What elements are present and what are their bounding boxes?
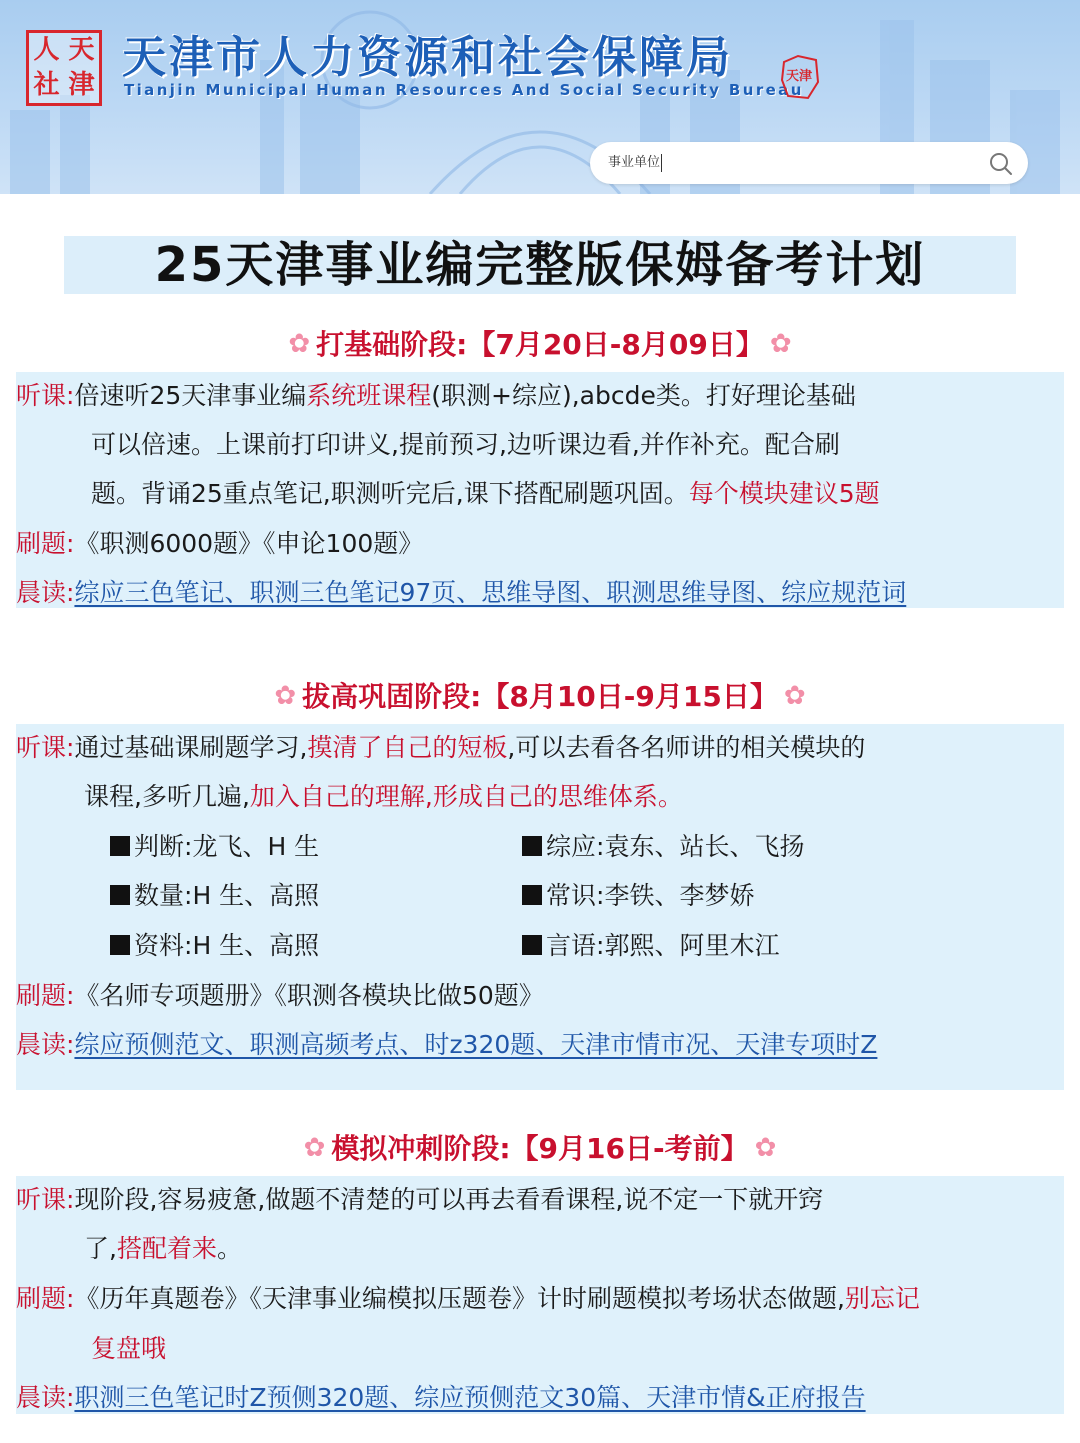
read-label: 晨读: bbox=[16, 1030, 75, 1059]
teacher-names: 龙飞、H 生 bbox=[192, 832, 320, 861]
teacher-item bbox=[522, 829, 804, 865]
practice-line: 复盘哦 bbox=[91, 1334, 167, 1363]
search-box[interactable] bbox=[590, 142, 1028, 184]
logo-char: 社 bbox=[33, 70, 60, 100]
listen-line bbox=[16, 378, 856, 414]
practice-text: 《历年真题卷》《天津事业编模拟压题卷》计时刷题模拟考场状态做题, bbox=[74, 1284, 845, 1313]
teacher-names: 李铁、李梦娇 bbox=[604, 881, 755, 910]
highlight-text: 加入自己的理解,形成自己的思维体系。 bbox=[249, 782, 683, 811]
cherry-blossom-icon: ✿ bbox=[274, 681, 297, 711]
square-bullet-icon bbox=[522, 935, 542, 955]
listen-line bbox=[91, 476, 880, 512]
logo-char: 天 bbox=[68, 35, 95, 65]
read-line bbox=[16, 1380, 866, 1416]
teacher-module: 数量: bbox=[134, 881, 193, 910]
teacher-names: 袁东、站长、飞扬 bbox=[604, 832, 805, 861]
teacher-item bbox=[110, 928, 319, 964]
logo-char: 人 bbox=[33, 35, 60, 65]
teacher-item bbox=[522, 878, 754, 914]
square-bullet-icon bbox=[522, 836, 542, 856]
stage-heading bbox=[0, 324, 1080, 365]
teacher-module: 常识: bbox=[546, 881, 605, 910]
square-bullet-icon bbox=[110, 836, 130, 856]
seal-text: 天津 bbox=[785, 69, 812, 84]
bureau-name: 天津市人力资源和社会保障局 bbox=[122, 32, 733, 83]
teacher-module: 资料: bbox=[134, 931, 193, 960]
cherry-blossom-icon: ✿ bbox=[288, 329, 311, 359]
highlight-text: 每个模块建议5题 bbox=[688, 479, 880, 508]
cherry-blossom-icon: ✿ bbox=[754, 1133, 777, 1163]
stage-heading bbox=[0, 1128, 1080, 1169]
listen-line bbox=[84, 1231, 242, 1267]
bureau-name-en: Tianjin Municipal Human Resources And Social Security Bureau bbox=[124, 81, 804, 99]
square-bullet-icon bbox=[522, 885, 542, 905]
logo-char: 津 bbox=[68, 70, 95, 100]
teacher-names: H 生、高照 bbox=[192, 931, 320, 960]
listen-label: 听课: bbox=[16, 1185, 75, 1214]
highlight-text: 摸清了自己的短板 bbox=[307, 733, 508, 762]
read-line bbox=[16, 575, 906, 611]
search-icon[interactable] bbox=[988, 151, 1014, 177]
teacher-item bbox=[110, 829, 319, 865]
listen-text: 题。背诵25重点笔记,职测听完后,课下搭配刷题巩固。 bbox=[91, 479, 689, 508]
search-input[interactable]: 事业单位 bbox=[608, 155, 661, 170]
read-link[interactable]: 职测三色笔记时Z预侧320题、综应预侧范文30篇、天津市情&正府报告 bbox=[74, 1383, 866, 1412]
cherry-blossom-icon: ✿ bbox=[303, 1133, 326, 1163]
listen-text: (职测+综应),abcde类。打好理论基础 bbox=[431, 381, 856, 410]
stage-heading-text: 模拟冲刺阶段:【9月16日-考前】 bbox=[331, 1132, 749, 1165]
read-link[interactable]: 综应三色笔记、职测三色笔记97页、思维导图、职测思维导图、综应规范词 bbox=[74, 578, 907, 607]
read-link[interactable]: 综应预侧范文、职测高频考点、时z320题、天津市情市况、天津专项时Z bbox=[74, 1030, 878, 1059]
listen-text: 倍速听25天津事业编 bbox=[74, 381, 307, 410]
listen-line bbox=[84, 779, 683, 815]
practice-label: 刷题: bbox=[16, 1284, 75, 1313]
square-bullet-icon bbox=[110, 885, 130, 905]
teacher-item bbox=[522, 928, 779, 964]
cherry-blossom-icon: ✿ bbox=[769, 329, 792, 359]
bureau-logo bbox=[26, 30, 102, 106]
stage-heading-text: 拔高巩固阶段:【8月10日-9月15日】 bbox=[302, 680, 778, 713]
highlight-text: 搭配着来 bbox=[116, 1234, 217, 1263]
teacher-names: 郭熙、阿里木江 bbox=[604, 931, 780, 960]
read-label: 晨读: bbox=[16, 578, 75, 607]
practice-line bbox=[16, 526, 423, 562]
square-bullet-icon bbox=[110, 935, 130, 955]
listen-line bbox=[16, 730, 865, 766]
read-line bbox=[16, 1027, 877, 1063]
highlight-text: 系统班课程 bbox=[306, 381, 432, 410]
listen-text: ,可以去看各名师讲的相关模块的 bbox=[507, 733, 866, 762]
practice-line bbox=[16, 978, 544, 1014]
practice-line bbox=[16, 1281, 920, 1317]
listen-text: 课程,多听几遍, bbox=[84, 782, 250, 811]
teacher-module: 综应: bbox=[546, 832, 605, 861]
page-title: 25天津事业编完整版保姆备考计划 bbox=[154, 237, 926, 293]
listen-text: 。 bbox=[216, 1234, 242, 1263]
listen-line bbox=[16, 1182, 823, 1218]
listen-label: 听课: bbox=[16, 733, 75, 762]
practice-text: 《职测6000题》《申论100题》 bbox=[74, 529, 424, 558]
stage-heading-text: 打基础阶段:【7月20日-8月09日】 bbox=[316, 328, 764, 361]
read-label: 晨读: bbox=[16, 1383, 75, 1412]
practice-label: 刷题: bbox=[16, 529, 75, 558]
cherry-blossom-icon: ✿ bbox=[783, 681, 806, 711]
teacher-module: 判断: bbox=[134, 832, 193, 861]
listen-text: 现阶段,容易疲惫,做题不清楚的可以再去看看课程,说不定一下就开窍 bbox=[74, 1185, 824, 1214]
listen-label: 听课: bbox=[16, 381, 75, 410]
teacher-module: 言语: bbox=[546, 931, 605, 960]
stage-heading bbox=[0, 676, 1080, 717]
listen-line: 可以倍速。上课前打印讲义,提前预习,边听课边看,并作补充。配合刷 bbox=[91, 430, 840, 459]
header-banner bbox=[0, 0, 1080, 194]
practice-label: 刷题: bbox=[16, 981, 75, 1010]
listen-text: 了, bbox=[84, 1234, 117, 1263]
teacher-item bbox=[110, 878, 319, 914]
practice-text: 《名师专项题册》《职测各模块比做50题》 bbox=[74, 981, 544, 1010]
listen-text: 通过基础课刷题学习, bbox=[74, 733, 308, 762]
highlight-text: 别忘记 bbox=[844, 1284, 920, 1313]
teacher-names: H 生、高照 bbox=[192, 881, 320, 910]
